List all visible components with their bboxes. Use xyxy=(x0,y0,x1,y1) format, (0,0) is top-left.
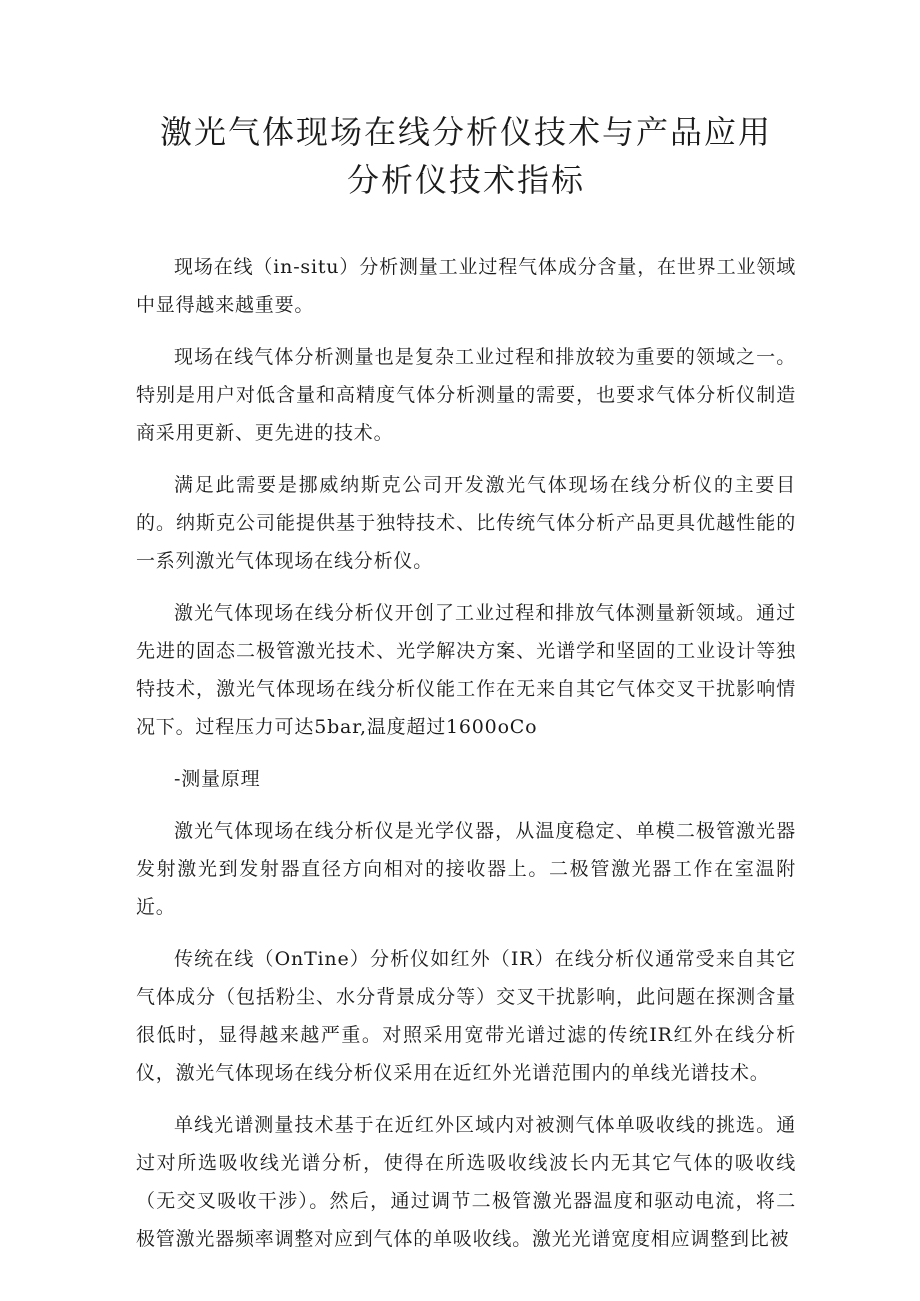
paragraph-single-line-spectroscopy: 单线光谱测量技术基于在近红外区域内对被测气体单吸收线的挑选。通过对所选吸收线光谱分析，使得在所选吸收线波长内无其它气体的吸收线（无交叉吸收干涉）。然后，通过调节二极管激光器温度和驱动电流，将二极管激光器频率调整对应到气体的单吸收线。激光光谱宽度相应调整到比被 xyxy=(136,1114,796,1250)
paragraph-importance: 现场在线气体分析测量也是复杂工业过程和排放较为重要的领域之一。特别是用户对低含量和高精度气体分析测量的需要，也要求气体分析仪制造商采用更新、更先进的技术。 xyxy=(136,346,796,444)
paragraph-intro: 现场在线（in-situ）分析测量工业过程气体成分含量，在世界工业领域中显得越来越重要。 xyxy=(136,256,796,316)
paragraph-neo-purpose: 满足此需要是挪威纳斯克公司开发激光气体现场在线分析仪的主要目的。纳斯克公司能提供基于独特技术、比传统气体分析产品更具优越性能的一系列激光气体现场在线分析仪。 xyxy=(136,474,796,572)
paragraph-new-field: 激光气体现场在线分析仪开创了工业过程和排放气体测量新领域。通过先进的固态二极管激光技术、光学解决方案、光谱学和坚固的工业设计等独特技术，激光气体现场在线分析仪能工作在无来自其它气体交叉干扰影响情况下。过程压力可达5bar,温度超过1600oCo xyxy=(136,602,796,738)
document-title: 激光气体现场在线分析仪技术与产品应用分析仪技术指标 xyxy=(159,113,772,199)
section-heading-measurement-principle: -测量原理 xyxy=(174,768,261,790)
paragraph-traditional-analyzer: 传统在线（OnTine）分析仪如红外（IR）在线分析仪通常受来自其它气体成分（包括粉尘、水分背景成分等）交叉干扰影响，此问题在探测含量很低时，显得越来越严重。对照采用宽带光谱过滤的传统IR红外在线分析仪，激光气体现场在线分析仪采用在近红外光谱范围内的单线光谱技术。 xyxy=(136,948,796,1084)
paragraph-optical-instrument: 激光气体现场在线分析仪是光学仪器，从温度稳定、单模二极管激光器发射激光到发射器直径方向相对的接收器上。二极管激光器工作在室温附近。 xyxy=(136,820,796,918)
